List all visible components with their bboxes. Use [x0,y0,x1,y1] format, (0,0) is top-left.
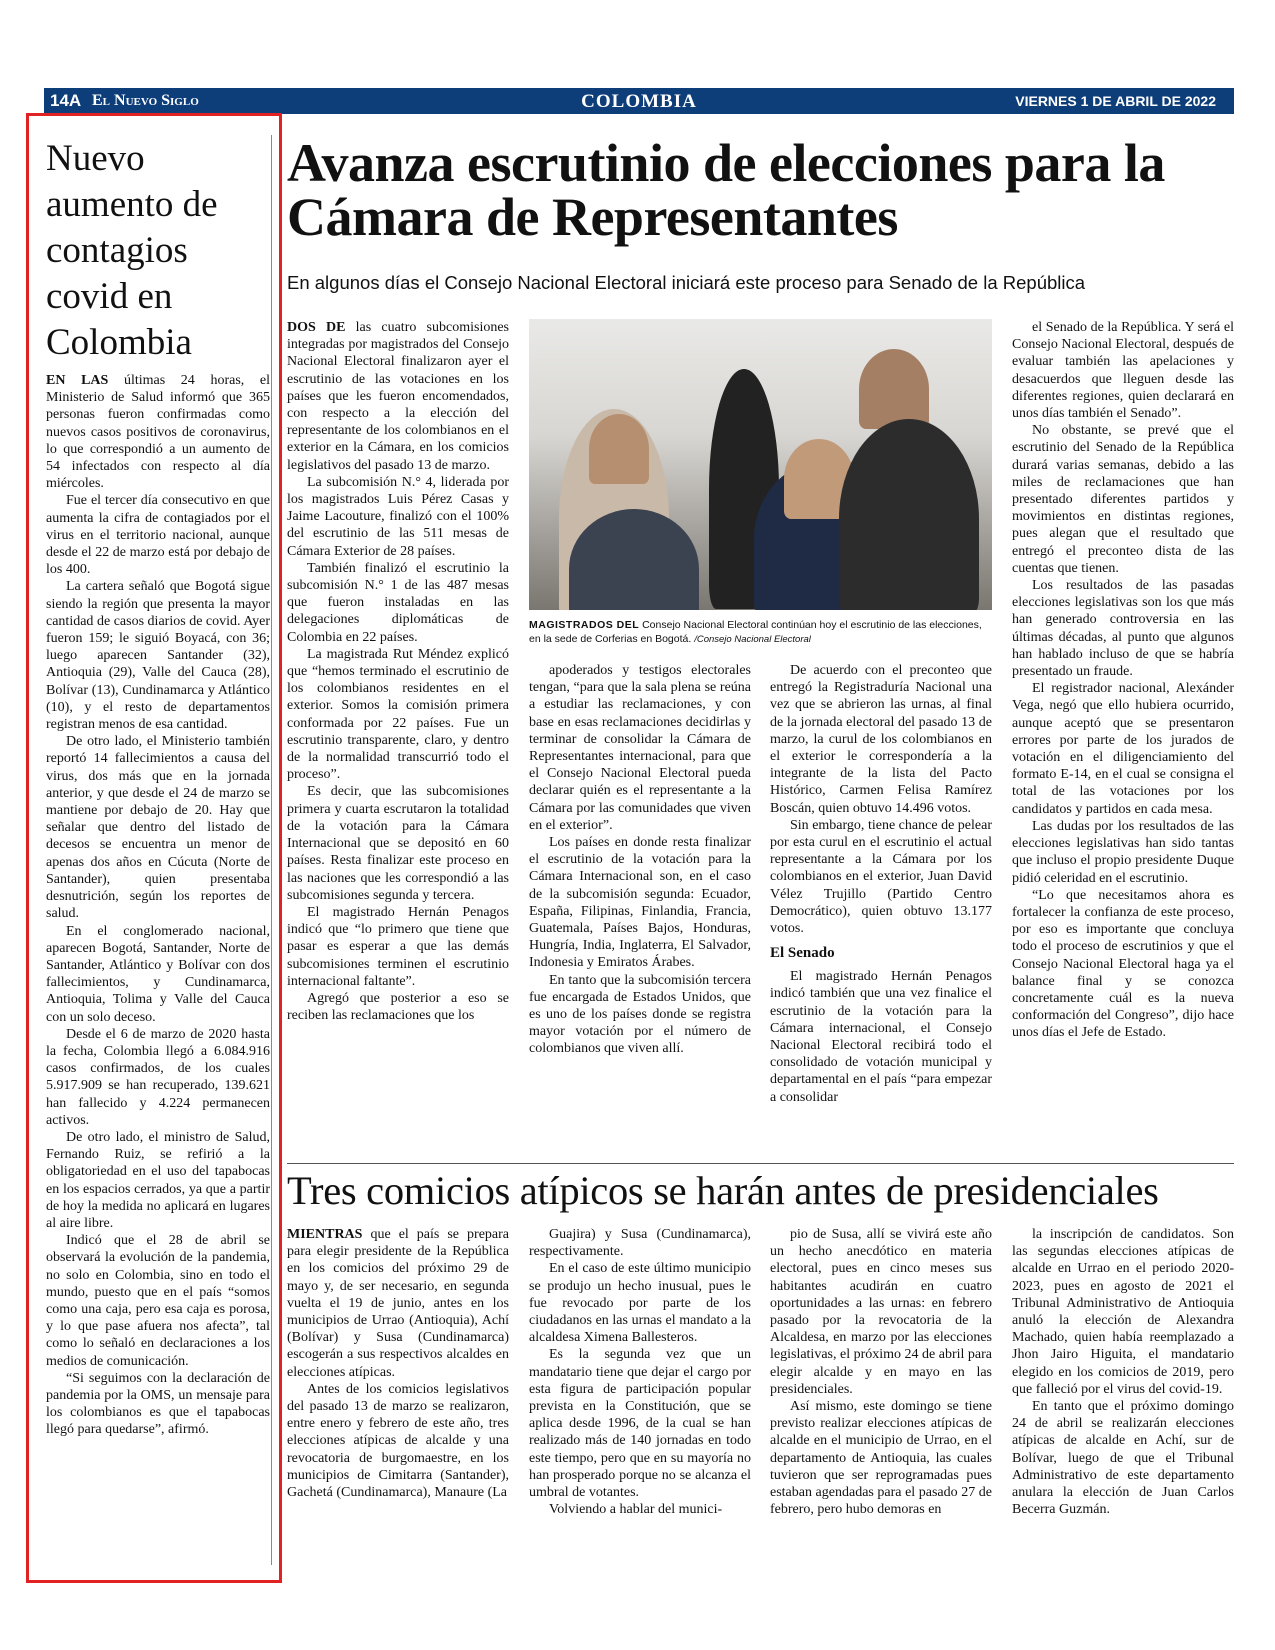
article-paragraph: El magistrado Hernán Penagos indicó también que una vez finalice el escrutinio de la votación para la Cámara internacional, el Consejo Nacional Electoral recibirá todo el consolidado de votación municipal y departamental en el país “para empezar a consolidar [770,969,992,1105]
article-paragraph: Antes de los comicios legislativos del pasado 13 de marzo se realizaron, entre enero y febrero de este año, tres elecciones atípicas de alcalde y una revocatoria de burgomaestre, en los municipios de Cimitarra (Santander), Gachetá (Cundinamarca), Manaure (La [287,1381,509,1501]
article-paragraph: De otro lado, el ministro de Salud, Fernando Ruiz, se refirió a la obligatoriedad en el uso del tapabocas en los espacios cerrados, ya que a partir de hoy la medida no aplicará en lugares al aire libre. [46,1129,270,1231]
article-paragraph [46,372,270,492]
article-paragraph: Los resultados de las pasadas elecciones legislativas son los que más han generado controversia en las últimas décadas, al punto que algunos han hablado incluso de que se habría presentado un fraude. [1012,578,1234,680]
article-paragraph: Fue el tercer día consecutivo en que aumenta la cifra de contagiados por el virus en el territorio nacional, aunque desde el 22 de marzo está por debajo de los 400. [46,493,270,578]
sidebar-article-body [46,372,270,1439]
photo-caption-text: Consejo Nacional Electoral continúan hoy el escrutinio de las elecciones, en la sede de Corferias en Bogotá. [529,619,982,645]
article-paragraph-text: últimas 24 horas, el Ministerio de Salud informó que 365 personas fueron confirmadas como nuevos casos positivos de coronavirus, lo que correspondió a un aumento de 54 infectados con respecto al día miércoles. [46,373,271,492]
article-paragraph: Es la segunda vez que un mandatario tiene que dejar el cargo por esta figura de participación popular prevista en la Constitución, que se aplica desde 1996, de la cual se han realizado más de 140 jornadas en todo este tiempo, pero que en su mayoría no han prosperado porque no se alcanza el umbral de votantes. [529,1347,751,1501]
page-number: 14A [50,91,82,110]
article-paragraph: El registrador nacional, Alexánder Vega, negó que ello hubiera ocurrido, aunque aceptó que se presentaron errores por parte de los jurados de votación en el diligenciamiento del formato E-14, en el cual se consigna el total de las votaciones por los candidatos y partidos en cada mesa. [1012,681,1234,817]
article-paragraph [287,319,509,474]
news-photo-magistrates [529,319,992,610]
main-article-column-3 [770,662,992,1106]
main-article-column-4 [1012,319,1234,1042]
article-paragraph: En el caso de este último municipio se produjo un hecho inusual, pues le fue revocado por parte de los ciudadanos en las urnas el mandato a la alcaldesa Ximena Ballesteros. [529,1261,751,1346]
main-article-column-2 [529,662,751,1058]
article-paragraph: La cartera señaló que Bogotá sigue siendo la región que presenta la mayor cantidad de casos diarios de covid. Ayer fueron 159; le siguió Boyacá, con 36; luego aparecen Santander (32), Antioquia (29), Valle del Cauca (28), Bolívar (13), Cundinamarca y Atlántico (10), y el resto de departamentos registran menos de esa cantidad. [46,579,270,733]
article-lead-words: EN LAS [46,373,109,388]
article-paragraph: Indicó que el 28 de abril se observará la evolución de la pandemia, no solo en Colombia, sino en todo el mundo, puesto que en el país “somos como una caja, pero esa caja es porosa, y lo que pase afuera nos afecta”, tal como lo señaló en declaraciones a los medios de comunicación. [46,1233,270,1369]
article-paragraph: Sin embargo, tiene chance de pelear por esta curul en el escrutinio el actual representante a la Cámara por los colombianos en el exterior, Juan David Vélez Trujillo (Partido Centro Democrático), quien obtuvo 13.177 votos. [770,817,992,937]
article-paragraph: apoderados y testigos electorales tengan, “para que la sala plena se reúna a estudiar las reclamaciones, y con base en esas reclamaciones decidirlas y terminar de consolidar la Cámara de Representantes internacional, para que el Consejo Nacional Electoral pueda declarar quién es el representante a la Cámara por las comunidades que viven en el exterior”. [529,663,751,833]
issue-date: VIERNES 1 DE ABRIL DE 2022 [1015,93,1216,109]
article-lead-words: DOS DE [287,320,346,335]
photo-caption-lead: MAGISTRADOS DEL [529,619,640,631]
article-paragraph: el Senado de la República. Y será el Consejo Nacional Electoral, después de evaluar también las apelaciones y desacuerdos que lleguen desde las diferentes regiones, quien declarará en unos días también el Senado”. [1012,320,1234,422]
article-paragraph [287,1226,509,1381]
second-article-title: Tres comicios atípicos se harán antes de presidenciales [287,1168,1159,1213]
article-paragraph: Agregó que posterior a eso se reciben las reclamaciones que los [287,990,509,1024]
article-paragraph: Los países en donde resta finalizar el escrutinio de la votación para la Cámara Internacional son, en el caso de la subcomisión segunda: Ecuador, España, Filipinas, Finlandia, Francia, Guatemala, Países Bajos, Honduras, Hungría, India, Inglaterra, El Salvador, Indonesia y Emiratos Árabes. [529,835,751,971]
article-paragraph: Es decir, que las subcomisiones primera y cuarta escrutaron la totalidad de la votación para la Cámara Internacional que se depositó en 60 países. Resta finalizar este proceso en las naciones que les correspondió a las subcomisiones segunda y tercera. [287,784,509,903]
page-header-bar [44,88,1234,114]
article-paragraph-text: que el país se prepara para elegir presidente de la República en los comicios del próximo 29 de mayo y, de ser necesario, en segunda vuelta el 19 de junio, antes en los municipios de Urrao (Antioquia), Achí (Bolívar) y Susa (Cundinamarca) escogerán a sus respectivos alcaldes en elecciones atípicas. [287,1227,509,1380]
column-divider [271,135,272,1565]
article-paragraph: En tanto que la subcomisión tercera fue encargada de Estados Unidos, que es uno de los países donde se registra mayor votación por el número de colombianos que viven allí. [529,972,751,1057]
section-name: COLOMBIA [581,91,697,112]
subheading-el-senado: El Senado [770,945,835,962]
article-paragraph: “Si seguimos con la declaración de pandemia por la OMS, un mensaje para los colombianos es que el tapabocas llegó para quedarse”, afirmó. [46,1370,270,1438]
article-paragraph: Volviendo a hablar del munici- [549,1502,723,1518]
article-paragraph: pio de Susa, allí se vivirá este año un hecho anecdótico en materia electoral, pues en cinco meses sus habitantes acudirán en cuatro oportunidades a las urnas: en febrero pasado por la revocatoria de la Alcaldesa, en marzo por las elecciones legislativas, el próximo 24 de abril para elegir alcalde y en mayo en las presidenciales. [770,1227,992,1397]
photo-person-figure [859,349,929,429]
article-paragraph: Así mismo, este domingo se tiene previsto realizar elecciones atípicas de alcalde en el municipio de Urrao, en el departamento de Antioquia, las cuales tuvieron que ser reprogramadas pues estaban agendadas para el pasado 27 de febrero, pero hubo demoras en [770,1399,992,1518]
article-paragraph: En tanto que el próximo domingo 24 de abril se realizarán elecciones atípicas de alcalde en Achí, sur de Bolívar, luego de que el Tribunal Administrativo de este departamento anulara la elección de Juan Carlos Becerra Guzmán. [1012,1399,1234,1518]
article-paragraph: De otro lado, el Ministerio también reportó 14 fallecimientos a causa del virus, dos más que en la jornada anterior, y que desde el 24 de marzo se mantiene por debajo de 20. Hay que señalar que dentro del listado de decesos se encuentra un menor de apenas dos años en Cúcuta (Norte de Santander), quien presentaba desnutrición, según los reportes de salud. [46,734,270,922]
main-article-subtitle: En algunos días el Consejo Nacional Electoral iniciará este proceso para Senado de la República [287,272,1086,293]
main-article-column-1 [287,319,509,1024]
sidebar-article-title: Nuevo aumento de contagios covid en Colombia [46,138,218,363]
main-article-title: Avanza escrutinio de elecciones para la Cámara de Representantes [287,133,1165,247]
article-paragraph: La magistrada Rut Méndez explicó que “hemos terminado el escrutinio de los colombianos residentes en el exterior. Somos la comisión primera conformada por 22 países. Fue un escrutinio transparente, claro, y dentro de la normalidad transcurrió todo el proceso”. [287,646,509,783]
article-paragraph: La subcomisión N.° 4, liderada por los magistrados Luis Pérez Casas y Jaime Lacouture, finalizó con el 100% del escrutinio de las 511 mesas de Cámara Exterior de 28 países. [287,474,509,559]
article-paragraph: De acuerdo con el preconteo que entregó la Registraduría Nacional una vez que se abrieron las urnas, al final de la jornada electoral del pasado 13 de marzo, la curul de los colombianos en el exterior le correspondería a la integrante de la lista del Pacto Histórico, Carmen Felisa Ramírez Boscán, quien obtuvo 14.496 votos. [770,663,992,816]
second-article-column-3 [770,1226,992,1518]
article-paragraph: Desde el 6 de marzo de 2020 hasta la fecha, Colombia llegó a 6.084.916 casos confirmados, de los cuales 5.917.909 se han recuperado, 139.621 han fallecido y 4.224 permanecen activos. [46,1026,270,1128]
photo-person-figure [589,414,649,484]
second-article-column-1 [287,1226,509,1501]
article-paragraph: No obstante, se prevé que el escrutinio del Senado de la República durará varias semanas, debido a las miles de reclamaciones que han presentado diferentes partidos y movimientos en distintas regiones, pues alegan que el resultado que entregó el preconteo dista de las cuentas que tienen. [1012,423,1234,576]
article-paragraph: “Lo que necesitamos ahora es fortalecer la confianza de este proceso, por eso es importante que concluya todo el proceso de escrutinios y que el Consejo Nacional Electoral haga ya el balance final y se conozca concretamente cuál es la nueva conformación del Congreso”, dijo hace unos días el Jefe de Estado. [1012,887,1234,1041]
article-paragraph-text: las cuatro subcomisiones integradas por magistrados del Consejo Nacional Electoral finalizaron ayer el escrutinio de las votaciones en los países que les fueron encomendados, con respecto a la elección del representante de los colombianos en el exterior en la Cámara, en los comicios legislativos del pasado 13 de marzo. [287,320,509,473]
second-article-column-2 [529,1226,751,1518]
highlighted-sidebar-article [26,113,282,1583]
article-paragraph: Las dudas por los resultados de las elecciones legislativas han sido tantas que incluso el propio presidente Duque pidió celeridad en el escrutinio. [1012,818,1234,886]
photo-credit: /Consejo Nacional Electoral [694,634,811,645]
photo-person-figure [839,419,979,610]
article-paragraph: la inscripción de candidatos. Son las segundas elecciones atípicas de alcalde en Urrao en el periodo 2020-2023, pues en agosto de 2021 el Tribunal Administrativo de Antioquia anuló la elección de Alexandra Machado, quien había reemplazado a Jhon Jairo Higuita, el mandatario elegido en los comicios de 2019, pero que falleció por el virus del covid-19. [1012,1227,1234,1397]
article-lead-words: MIENTRAS [287,1227,363,1242]
newspaper-name: El Nuevo Siglo [92,92,199,109]
article-separator [287,1163,1234,1164]
article-paragraph: También finalizó el escrutinio la subcomisión N.° 1 de las 487 mesas que fueron instaladas en las delegaciones diplomáticas de Colombia en 22 países. [287,560,509,645]
article-paragraph: Guajira) y Susa (Cundinamarca), respectivamente. [529,1227,751,1260]
article-paragraph: En el conglomerado nacional, aparecen Bogotá, Santander, Norte de Santander, Atlántico y Bolívar con dos fallecimientos, y Cundinamarca, Antioquia, Tolima y Valle del Cauca con un solo deceso. [46,923,270,1025]
article-paragraph: El magistrado Hernán Penagos indicó que “lo primero que tiene que pasar es esperar a que las demás subcomisiones terminen el escrutinio internacional faltante”. [287,904,509,989]
photo-caption [529,618,992,647]
second-article-column-4 [1012,1226,1234,1518]
